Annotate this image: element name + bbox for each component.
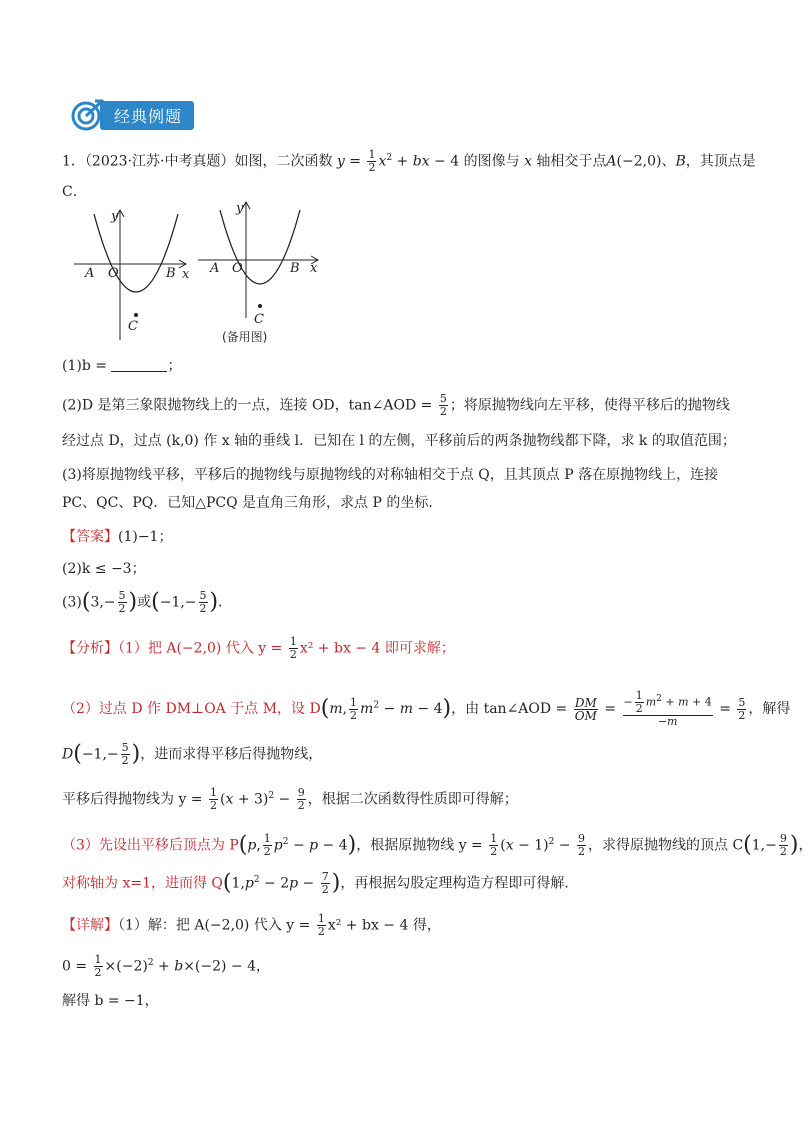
- svg-text:C: C: [254, 312, 264, 327]
- answer-3: (3)(3,− $\frac{5}{2}$ )或(−1,− $\frac{5}{2}$ )．: [62, 589, 233, 615]
- analysis-3-cont: 对称轴为 x=1，进而得 $Q(1,p^2 - 2p$ − $\frac{7}{2}$ )，再根据勾股定理构造方程即可得解．: [62, 870, 579, 897]
- answer-1: 【答案】(1)−1；: [62, 529, 173, 545]
- parabola-figures: [66, 200, 336, 348]
- answer-2: (2)k ≤ −3；: [62, 561, 146, 577]
- analysis-2: （2）过点 D 作 DM⊥OA 于点 M，设 D(m, $\frac{1}{2}$ $m^2 - m - 4$)，由 tan∠AOD = $\frac{DM}{OM}$ = − $\frac{1}{2}$ $m^2 + m + 4$ −m = $\frac{5}{2}$ ，解得: [62, 689, 791, 728]
- detail-2: 0 = $\frac{1}{2}$ $\times(-2)^2 + b\times(-2) - 4$，: [62, 953, 271, 980]
- question-3-cont: PC、QC、PQ．已知△PCQ 是直角三角形，求点 P 的坐标．: [62, 495, 443, 511]
- analysis-2-shifted: 平移后得抛物线为 y = $\frac{1}{2}$ $(x + 3)^2$ − $\frac{9}{2}$ ，根据二次函数得性质即可得解；: [62, 786, 518, 813]
- svg-text:O: O: [108, 266, 119, 281]
- parabola-graph-spare: [198, 201, 318, 344]
- question-2-cont: 经过点 D，过点 (k,0) 作 x 轴的垂线 l．已知在 l 的左侧，平移前后的两条抛物线都下降，求 k 的取值范围；: [62, 433, 736, 449]
- svg-text:A: A: [85, 266, 95, 281]
- question-2: (2)D 是第三象限抛物线上的一点，连接 OD，tan∠AOD = $\frac{5}{2}$ ；将原抛物线向左平移，使得平移后的抛物线: [62, 392, 730, 418]
- svg-text:x: x: [310, 261, 318, 276]
- svg-text:y: y: [111, 209, 119, 224]
- analysis-3: （3）先设出平移后顶点为 P(p, $\frac{1}{2}$ $p^2 - p - 4$)，根据原抛物线 y = $\frac{1}{2}$ $(x - 1)^2$ − $\frac{9}{2}$ ，求得原抛物线的顶点 C(1,− $\frac{9}{2}$ )，: [62, 832, 812, 859]
- svg-text:B: B: [290, 261, 300, 276]
- section-title: 经典例题: [100, 101, 194, 130]
- detail-3: 解得 b = −1，: [62, 993, 159, 1009]
- question-3: (3)将原抛物线平移，平移后的抛物线与原抛物线的对称轴相交于点 Q，且其顶点 P 落在原抛物线上，连接: [62, 467, 719, 483]
- svg-text:A: A: [210, 261, 220, 276]
- parabola-graph-main: [74, 209, 190, 340]
- detail-1: 【详解】（1）解：把 A(−2,0) 代入 y = $\frac{1}{2}$ x² + bx − 4 得，: [62, 912, 441, 938]
- svg-text:x: x: [182, 267, 190, 282]
- svg-text:B: B: [166, 266, 176, 281]
- problem-intro-cont: C．: [62, 184, 87, 200]
- svg-text:y: y: [236, 201, 244, 216]
- answer-blank: [111, 357, 167, 372]
- section-banner: [70, 99, 194, 131]
- figure-caption: (备用图): [222, 330, 268, 344]
- analysis-2-cont: D(−1,− $\frac{5}{2}$ )，进而求得平移后得抛物线，: [62, 741, 323, 767]
- svg-text:C: C: [128, 319, 138, 334]
- analysis-1: 【分析】（1）把 A(−2,0) 代入 y = $\frac{1}{2}$ x² + bx − 4 即可求解；: [62, 635, 455, 661]
- svg-text:O: O: [232, 261, 243, 276]
- problem-intro: 1．（2023·江苏·中考真题）如图，二次函数 y = $\frac{1}{2}$ $x^2$ + bx − 4 的图像与 x 轴相交于点A(−2,0)、B，其顶点是: [62, 148, 756, 175]
- question-1: (1)b = ；: [62, 358, 182, 374]
